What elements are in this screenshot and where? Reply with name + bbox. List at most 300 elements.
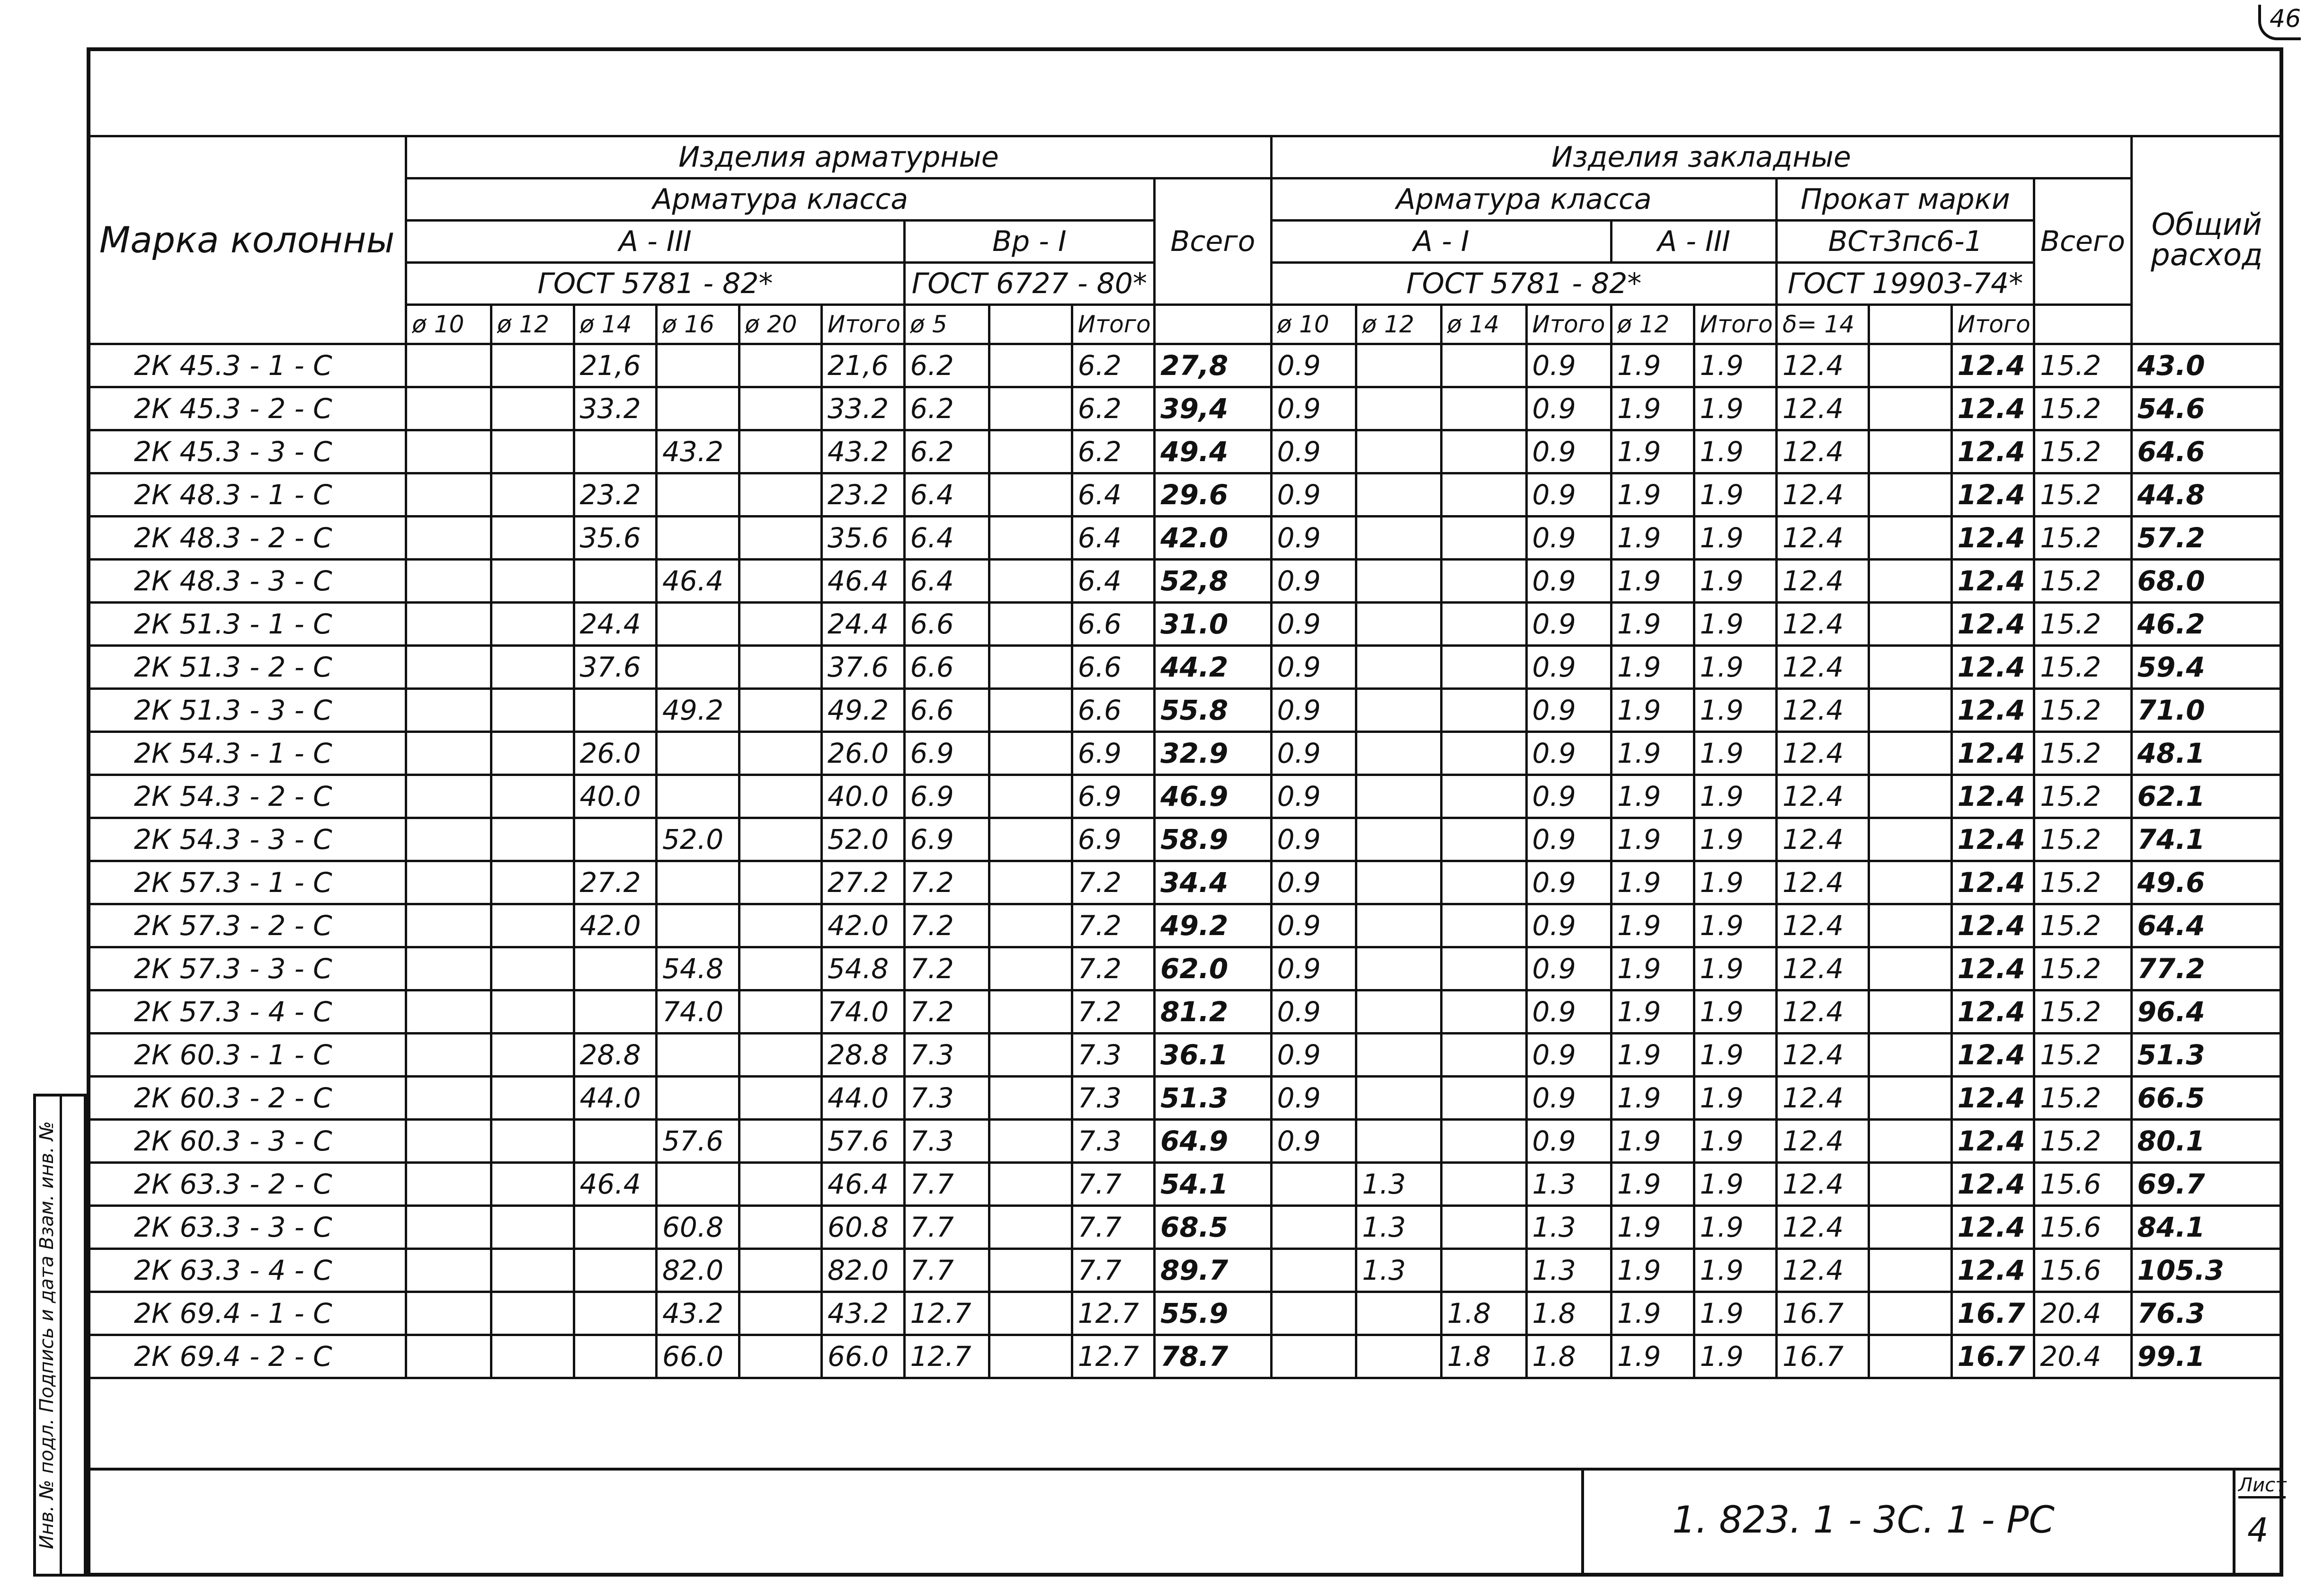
cell-d10	[406, 1120, 491, 1163]
cell-a14	[1441, 387, 1526, 430]
cell-b12: 1.9	[1612, 344, 1694, 387]
cell-mark: 2К 45.3 - 1 - С	[88, 344, 406, 387]
cell-a10: 0.9	[1271, 732, 1356, 775]
cell-it2: 6.6	[1072, 603, 1155, 646]
cell-d20	[739, 947, 822, 990]
cell-a12	[1356, 344, 1442, 387]
cell-d16: 52.0	[657, 818, 739, 861]
steel-grade: ВСт3пс6-1	[1777, 221, 2034, 263]
cell-b12: 1.9	[1612, 689, 1694, 732]
cell-a10: 0.9	[1271, 689, 1356, 732]
cell-px	[1869, 904, 1952, 947]
cell-it2: 6.4	[1072, 473, 1155, 517]
cell-px	[1869, 473, 1952, 517]
cell-px	[1869, 1292, 1952, 1335]
cell-d12	[491, 1249, 574, 1292]
cell-all: 62.1	[2131, 775, 2282, 818]
cell-d16	[657, 861, 739, 904]
cell-d10	[406, 517, 491, 560]
cell-a12	[1356, 732, 1442, 775]
cell-etot: 15.2	[2034, 818, 2131, 861]
col-d16: ø 16	[657, 305, 739, 344]
cell-p14: 12.4	[1777, 1163, 1869, 1206]
cell-a12	[1356, 775, 1442, 818]
cell-a12	[1356, 947, 1442, 990]
cell-d16: 43.2	[657, 430, 739, 473]
table-row	[88, 1120, 2282, 1163]
cell-b12: 1.9	[1612, 1120, 1694, 1163]
cell-d12	[491, 732, 574, 775]
cell-px	[1869, 861, 1952, 904]
sidebar-divider	[60, 1097, 62, 1574]
cell-p14: 12.4	[1777, 732, 1869, 775]
cell-px	[1869, 1206, 1952, 1249]
cell-it2: 6.9	[1072, 818, 1155, 861]
cell-ait: 0.9	[1526, 430, 1612, 473]
cell-d10	[406, 1249, 491, 1292]
cell-d14: 26.0	[574, 732, 657, 775]
cell-px	[1869, 1335, 1952, 1378]
cell-d5: 6.4	[904, 560, 989, 603]
cell-b12: 1.9	[1612, 1335, 1694, 1378]
cell-d20	[739, 560, 822, 603]
sheet-number: 4	[2247, 1511, 2269, 1550]
cell-bit: 1.9	[1694, 732, 1777, 775]
cell-etot: 15.2	[2034, 646, 2131, 689]
cell-a10: 0.9	[1271, 344, 1356, 387]
cell-it: 43.2	[822, 1292, 905, 1335]
cell-pit: 12.4	[1951, 1077, 2034, 1120]
cell-bit: 1.9	[1694, 818, 1777, 861]
gost-6727: ГОСТ 6727 - 80*	[904, 263, 1155, 305]
cell-b12: 1.9	[1612, 1206, 1694, 1249]
cell-a14	[1441, 990, 1526, 1034]
cell-x	[989, 732, 1072, 775]
cell-px	[1869, 387, 1952, 430]
cell-b12: 1.9	[1612, 646, 1694, 689]
cell-a12	[1356, 1120, 1442, 1163]
cell-etot: 15.2	[2034, 732, 2131, 775]
cell-a14	[1441, 947, 1526, 990]
cell-x	[989, 473, 1072, 517]
cell-a10: 0.9	[1271, 904, 1356, 947]
cell-x	[989, 1292, 1072, 1335]
cell-etot: 15.2	[2034, 344, 2131, 387]
cell-pit: 12.4	[1951, 473, 2034, 517]
cell-d14	[574, 1249, 657, 1292]
cell-b12: 1.9	[1612, 990, 1694, 1034]
cell-bit: 1.9	[1694, 646, 1777, 689]
a3b-class: A - III	[1612, 221, 1777, 263]
gost-19903: ГОСТ 19903-74*	[1777, 263, 2034, 305]
cell-tot: 64.9	[1155, 1120, 1271, 1163]
cell-all: 59.4	[2131, 646, 2282, 689]
cell-d5: 12.7	[904, 1292, 989, 1335]
cell-d5: 7.3	[904, 1120, 989, 1163]
cell-etot: 15.2	[2034, 775, 2131, 818]
col-e-d12b: ø 12	[1612, 305, 1694, 344]
table-row	[88, 387, 2282, 430]
cell-d12	[491, 861, 574, 904]
cell-a10	[1271, 1249, 1356, 1292]
cell-a14	[1441, 818, 1526, 861]
cell-d20	[739, 1034, 822, 1077]
cell-it: 43.2	[822, 430, 905, 473]
cell-d10	[406, 947, 491, 990]
cell-b12: 1.9	[1612, 818, 1694, 861]
cell-it2: 12.7	[1072, 1335, 1155, 1378]
cell-bit: 1.9	[1694, 990, 1777, 1034]
cell-it: 35.6	[822, 517, 905, 560]
cell-px	[1869, 775, 1952, 818]
cell-it2: 6.4	[1072, 560, 1155, 603]
a3-class: A - III	[406, 221, 904, 263]
cell-d14	[574, 1120, 657, 1163]
cell-d16	[657, 603, 739, 646]
cell-d20	[739, 387, 822, 430]
cell-mark: 2К 48.3 - 1 - С	[88, 473, 406, 517]
cell-d10	[406, 560, 491, 603]
cell-d10	[406, 473, 491, 517]
cell-d12	[491, 818, 574, 861]
table-row	[88, 1163, 2282, 1206]
cell-a12	[1356, 1292, 1442, 1335]
cell-d5: 12.7	[904, 1335, 989, 1378]
cell-px	[1869, 818, 1952, 861]
cell-d10	[406, 861, 491, 904]
cell-pit: 12.4	[1951, 430, 2034, 473]
cell-d16	[657, 775, 739, 818]
table-row	[88, 646, 2282, 689]
cell-b12: 1.9	[1612, 1077, 1694, 1120]
col-empty	[989, 305, 1072, 344]
cell-ait: 0.9	[1526, 473, 1612, 517]
cell-d12	[491, 344, 574, 387]
header-row-1	[88, 136, 2282, 178]
cell-d10	[406, 344, 491, 387]
cell-d16	[657, 904, 739, 947]
cell-d10	[406, 646, 491, 689]
cell-b12: 1.9	[1612, 732, 1694, 775]
cell-it2: 7.2	[1072, 990, 1155, 1034]
cell-a10: 0.9	[1271, 646, 1356, 689]
cell-a10	[1271, 1335, 1356, 1378]
cell-it: 21,6	[822, 344, 905, 387]
cell-d20	[739, 1206, 822, 1249]
cell-all: 69.7	[2131, 1163, 2282, 1206]
cell-p14: 12.4	[1777, 473, 1869, 517]
cell-a10: 0.9	[1271, 990, 1356, 1034]
cell-px	[1869, 560, 1952, 603]
cell-p14: 12.4	[1777, 947, 1869, 990]
table-row	[88, 732, 2282, 775]
cell-d5: 6.2	[904, 387, 989, 430]
cell-etot: 15.2	[2034, 517, 2131, 560]
cell-d20	[739, 517, 822, 560]
cell-it2: 6.9	[1072, 732, 1155, 775]
col-d10: ø 10	[406, 305, 491, 344]
col-d5: ø 5	[904, 305, 989, 344]
cell-mark: 2К 54.3 - 1 - С	[88, 732, 406, 775]
cell-d14: 37.6	[574, 646, 657, 689]
cell-a10: 0.9	[1271, 1120, 1356, 1163]
cell-b12: 1.9	[1612, 517, 1694, 560]
cell-bit: 1.9	[1694, 1120, 1777, 1163]
col-e-d12: ø 12	[1356, 305, 1442, 344]
cell-x	[989, 904, 1072, 947]
cell-etot: 15.2	[2034, 387, 2131, 430]
cell-tot: 51.3	[1155, 1077, 1271, 1120]
cell-x	[989, 689, 1072, 732]
cell-bit: 1.9	[1694, 430, 1777, 473]
cell-it2: 12.7	[1072, 1292, 1155, 1335]
cell-etot: 20.4	[2034, 1292, 2131, 1335]
table-row	[88, 603, 2282, 646]
cell-x	[989, 1034, 1072, 1077]
cell-d12	[491, 1034, 574, 1077]
cell-d5: 7.2	[904, 990, 989, 1034]
cell-a14	[1441, 560, 1526, 603]
cell-it2: 7.2	[1072, 947, 1155, 990]
cell-d20	[739, 603, 822, 646]
cell-d10	[406, 1206, 491, 1249]
cell-bit: 1.9	[1694, 560, 1777, 603]
cell-d12	[491, 560, 574, 603]
cell-x	[989, 1120, 1072, 1163]
overall-header: Общий расход	[2131, 136, 2282, 344]
cell-a14	[1441, 904, 1526, 947]
cell-d16: 54.8	[657, 947, 739, 990]
cell-a10	[1271, 1163, 1356, 1206]
sidebar-text: Инв. № подл. Подпись и дата Взам. инв. №	[36, 1121, 58, 1550]
cell-ait: 0.9	[1526, 1077, 1612, 1120]
cell-d14	[574, 1292, 657, 1335]
col-etotal-spacer	[2034, 305, 2131, 344]
cell-pit: 12.4	[1951, 387, 2034, 430]
cell-d10	[406, 732, 491, 775]
cell-etot: 15.2	[2034, 1120, 2131, 1163]
cell-all: 57.2	[2131, 517, 2282, 560]
cell-a14	[1441, 689, 1526, 732]
cell-it: 27.2	[822, 861, 905, 904]
cell-d12	[491, 775, 574, 818]
cell-d14: 24.4	[574, 603, 657, 646]
cell-a10: 0.9	[1271, 1077, 1356, 1120]
cell-ait: 0.9	[1526, 904, 1612, 947]
cell-all: 99.1	[2131, 1335, 2282, 1378]
cell-p14: 12.4	[1777, 430, 1869, 473]
table-row	[88, 990, 2282, 1034]
cell-a14	[1441, 1120, 1526, 1163]
cell-mark: 2К 48.3 - 3 - С	[88, 560, 406, 603]
cell-x	[989, 560, 1072, 603]
cell-d5: 6.4	[904, 517, 989, 560]
cell-d12	[491, 904, 574, 947]
cell-d16: 74.0	[657, 990, 739, 1034]
cell-etot: 15.6	[2034, 1163, 2131, 1206]
sheet-label: Лист	[2238, 1474, 2286, 1498]
cell-d16	[657, 1163, 739, 1206]
cell-tot: 32.9	[1155, 732, 1271, 775]
cell-px	[1869, 344, 1952, 387]
cell-a14	[1441, 775, 1526, 818]
cell-tot: 55.8	[1155, 689, 1271, 732]
cell-etot: 15.6	[2034, 1249, 2131, 1292]
cell-d20	[739, 775, 822, 818]
cell-a12	[1356, 473, 1442, 517]
table-row	[88, 818, 2282, 861]
cell-d20	[739, 1335, 822, 1378]
cell-b12: 1.9	[1612, 603, 1694, 646]
cell-bit: 1.9	[1694, 517, 1777, 560]
cell-p14: 12.4	[1777, 1249, 1869, 1292]
cell-a14	[1441, 861, 1526, 904]
cell-d14: 27.2	[574, 861, 657, 904]
sheet-box	[2233, 1471, 2286, 1577]
cell-bit: 1.9	[1694, 1034, 1777, 1077]
cell-a14	[1441, 1034, 1526, 1077]
cell-it2: 6.9	[1072, 775, 1155, 818]
cell-tot: 44.2	[1155, 646, 1271, 689]
cell-it: 28.8	[822, 1034, 905, 1077]
cell-etot: 15.2	[2034, 1077, 2131, 1120]
cell-d12	[491, 517, 574, 560]
cell-a14	[1441, 603, 1526, 646]
cell-tot: 42.0	[1155, 517, 1271, 560]
cell-d10	[406, 689, 491, 732]
cell-d5: 6.6	[904, 689, 989, 732]
cell-px	[1869, 430, 1952, 473]
cell-a10: 0.9	[1271, 818, 1356, 861]
cell-mark: 2К 51.3 - 1 - С	[88, 603, 406, 646]
cell-b12: 1.9	[1612, 904, 1694, 947]
cell-x	[989, 387, 1072, 430]
cell-it: 46.4	[822, 1163, 905, 1206]
cell-all: 46.2	[2131, 603, 2282, 646]
cell-d20	[739, 1163, 822, 1206]
cell-px	[1869, 732, 1952, 775]
cell-x	[989, 818, 1072, 861]
cell-pit: 12.4	[1951, 775, 2034, 818]
cell-d14	[574, 430, 657, 473]
cell-pit: 12.4	[1951, 904, 2034, 947]
cell-etot: 15.2	[2034, 861, 2131, 904]
cell-d14: 44.0	[574, 1077, 657, 1120]
cell-mark: 2К 57.3 - 4 - С	[88, 990, 406, 1034]
gost-5781-b: ГОСТ 5781 - 82*	[1271, 263, 1777, 305]
cell-x	[989, 603, 1072, 646]
cell-d14: 28.8	[574, 1034, 657, 1077]
cell-d5: 6.6	[904, 646, 989, 689]
cell-d16	[657, 344, 739, 387]
cell-d12	[491, 473, 574, 517]
cell-ait: 0.9	[1526, 646, 1612, 689]
cell-p14: 12.4	[1777, 1206, 1869, 1249]
cell-d10	[406, 818, 491, 861]
cell-pit: 12.4	[1951, 1206, 2034, 1249]
cell-a12	[1356, 689, 1442, 732]
cell-it: 26.0	[822, 732, 905, 775]
cell-all: 66.5	[2131, 1077, 2282, 1120]
cell-ait: 0.9	[1526, 861, 1612, 904]
cell-pit: 12.4	[1951, 344, 2034, 387]
cell-d5: 7.7	[904, 1206, 989, 1249]
cell-d20	[739, 689, 822, 732]
cell-it: 57.6	[822, 1120, 905, 1163]
cell-a12	[1356, 1077, 1442, 1120]
cell-it: 54.8	[822, 947, 905, 990]
cell-pit: 12.4	[1951, 1120, 2034, 1163]
cell-d5: 6.9	[904, 775, 989, 818]
cell-a14	[1441, 1206, 1526, 1249]
cell-all: 48.1	[2131, 732, 2282, 775]
cell-all: 105.3	[2131, 1249, 2282, 1292]
cell-d16	[657, 1034, 739, 1077]
cell-x	[989, 344, 1072, 387]
cell-tot: 49.4	[1155, 430, 1271, 473]
cell-d20	[739, 818, 822, 861]
cell-d5: 7.3	[904, 1077, 989, 1120]
cell-pit: 16.7	[1951, 1335, 2034, 1378]
cell-px	[1869, 1034, 1952, 1077]
cell-mark: 2К 51.3 - 2 - С	[88, 646, 406, 689]
table-row	[88, 1292, 2282, 1335]
table-row	[88, 1034, 2282, 1077]
col-itogo: Итого	[822, 305, 905, 344]
cell-b12: 1.9	[1612, 473, 1694, 517]
cell-etot: 15.2	[2034, 473, 2131, 517]
cell-mark: 2К 60.3 - 3 - С	[88, 1120, 406, 1163]
cell-p14: 16.7	[1777, 1292, 1869, 1335]
cell-bit: 1.9	[1694, 775, 1777, 818]
cell-mark: 2К 54.3 - 2 - С	[88, 775, 406, 818]
cell-it: 33.2	[822, 387, 905, 430]
cell-all: 84.1	[2131, 1206, 2282, 1249]
col-delta14: δ= 14	[1777, 305, 1869, 344]
cell-d5: 7.7	[904, 1249, 989, 1292]
cell-it: 66.0	[822, 1335, 905, 1378]
col-e-d10: ø 10	[1271, 305, 1356, 344]
cell-mark: 2К 45.3 - 3 - С	[88, 430, 406, 473]
cell-d5: 7.2	[904, 904, 989, 947]
document-code: 1. 823. 1 - 3С. 1 - РС	[1672, 1499, 2055, 1542]
cell-x	[989, 947, 1072, 990]
cell-d16	[657, 517, 739, 560]
cell-pit: 12.4	[1951, 861, 2034, 904]
cell-d14: 40.0	[574, 775, 657, 818]
cell-p14: 12.4	[1777, 990, 1869, 1034]
cell-tot: 78.7	[1155, 1335, 1271, 1378]
cell-tot: 27,8	[1155, 344, 1271, 387]
rebar-items-header: Изделия арматурные	[406, 136, 1271, 178]
cell-all: 80.1	[2131, 1120, 2282, 1163]
cell-ait: 0.9	[1526, 818, 1612, 861]
cell-ait: 1.3	[1526, 1249, 1612, 1292]
cell-bit: 1.9	[1694, 603, 1777, 646]
cell-ait: 0.9	[1526, 947, 1612, 990]
cell-etot: 15.2	[2034, 689, 2131, 732]
table-row	[88, 947, 2282, 990]
cell-it: 40.0	[822, 775, 905, 818]
cell-tot: 46.9	[1155, 775, 1271, 818]
cell-a12	[1356, 861, 1442, 904]
cell-pit: 12.4	[1951, 603, 2034, 646]
cell-d20	[739, 904, 822, 947]
cell-tot: 49.2	[1155, 904, 1271, 947]
embedded-rebar-class-header: Арматура класса	[1271, 178, 1777, 221]
cell-pit: 12.4	[1951, 1034, 2034, 1077]
cell-mark: 2К 57.3 - 1 - С	[88, 861, 406, 904]
